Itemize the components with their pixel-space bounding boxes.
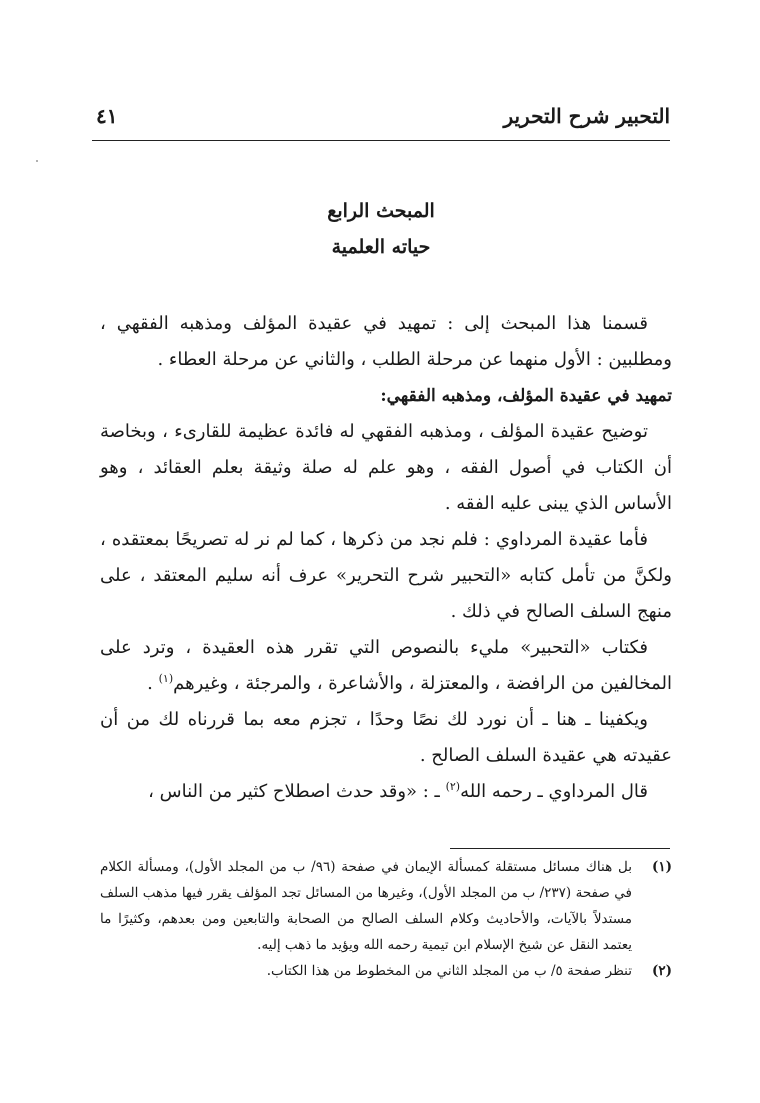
footnote-mark-2: (٢) <box>445 780 461 793</box>
footnote-number: (٢) <box>651 963 672 979</box>
section-title: حياته العلمية <box>331 236 431 258</box>
body-text <box>100 306 672 810</box>
footnote-mark-1: (١) <box>158 672 174 685</box>
paragraph-5-start: قال المرداوي ـ رحمه الله <box>460 781 648 802</box>
footnote-text: بل هناك مسائل مستقلة كمسألة الإيمان في صفحة (٩٦/ ب من المجلد الأول)، ومسألة الكلام في صفحة (٢٣٧/ ب من المجلد الأول)، وغيرها من المسائل تجد المؤلف يقرر فيها مذهب السلف مستدلاً بالآيات، والأحاديث وكلام السلف الصالح من الصحابة والتابعين ومن بعدهم، وكثيرًا ما يعتمد النقل عن شيخ الإسلام ابن تيمية رحمه الله ويؤيد ما ذهب إليه. <box>100 859 632 953</box>
subheading: تمهيد في عقيدة المؤلف، ومذهبه الفقهي: <box>380 386 672 406</box>
footnote-number: (١) <box>651 859 672 875</box>
paragraph-5-end: ـ : «وقد حدث اصطلاح كثير من الناس ، <box>148 781 446 802</box>
paragraph-1: توضيح عقيدة المؤلف ، ومذهبه الفقهي له فائدة عظيمة للقارىء ، وبخاصة أن الكتاب في أصول الفقه ، وهو علم له صلة وثيقة بعلم العقائد ، وهو الأساس الذي يبنى عليه الفقه . <box>100 421 672 514</box>
footnote <box>100 854 672 958</box>
footnotes <box>100 854 672 984</box>
page-number: ٤١ <box>96 104 118 128</box>
paragraph-5 <box>100 774 672 810</box>
intro-paragraph: قسمنا هذا المبحث إلى : تمهيد في عقيدة المؤلف ومذهبه الفقهي ، ومطلبين : الأول منهما عن مرحلة الطلب ، والثاني عن مرحلة العطاء . <box>100 313 672 370</box>
footnote <box>100 958 672 984</box>
paragraph-2: فأما عقيدة المرداوي : فلم نجد من ذكرها ، كما لم نر له تصريحًا بمعتقده ، ولكنَّ من تأمل كتابه «التحبير شرح التحرير» عرف أنه سليم المعتقد ، على منهج السلف الصالح في ذلك . <box>100 529 672 622</box>
footnote-divider <box>450 848 670 849</box>
section-heading: المبحث الرابع <box>327 200 435 222</box>
paragraph-3-text: فكتاب «التحبير» مليء بالنصوص التي تقرر هذه العقيدة ، وترد على المخالفين من الرافضة ، والمعتزلة ، والأشاعرة ، والمرجئة ، وغيرهم <box>100 637 672 694</box>
book-title: التحبير شرح التحرير <box>503 104 670 128</box>
paragraph-3 <box>100 630 672 702</box>
scan-speck <box>36 160 38 162</box>
paragraph-3-end: . <box>147 673 159 694</box>
footnote-text: تنظر صفحة ٥/ ب من المجلد الثاني من المخطوط من هذا الكتاب. <box>266 963 632 979</box>
running-header <box>92 100 670 141</box>
paragraph-4: ويكفينا ـ هنا ـ أن نورد لك نصًا وحدًا ، تجزم معه بما قررناه لك من أن عقيدته هي عقيدة السلف الصالح . <box>100 709 672 766</box>
